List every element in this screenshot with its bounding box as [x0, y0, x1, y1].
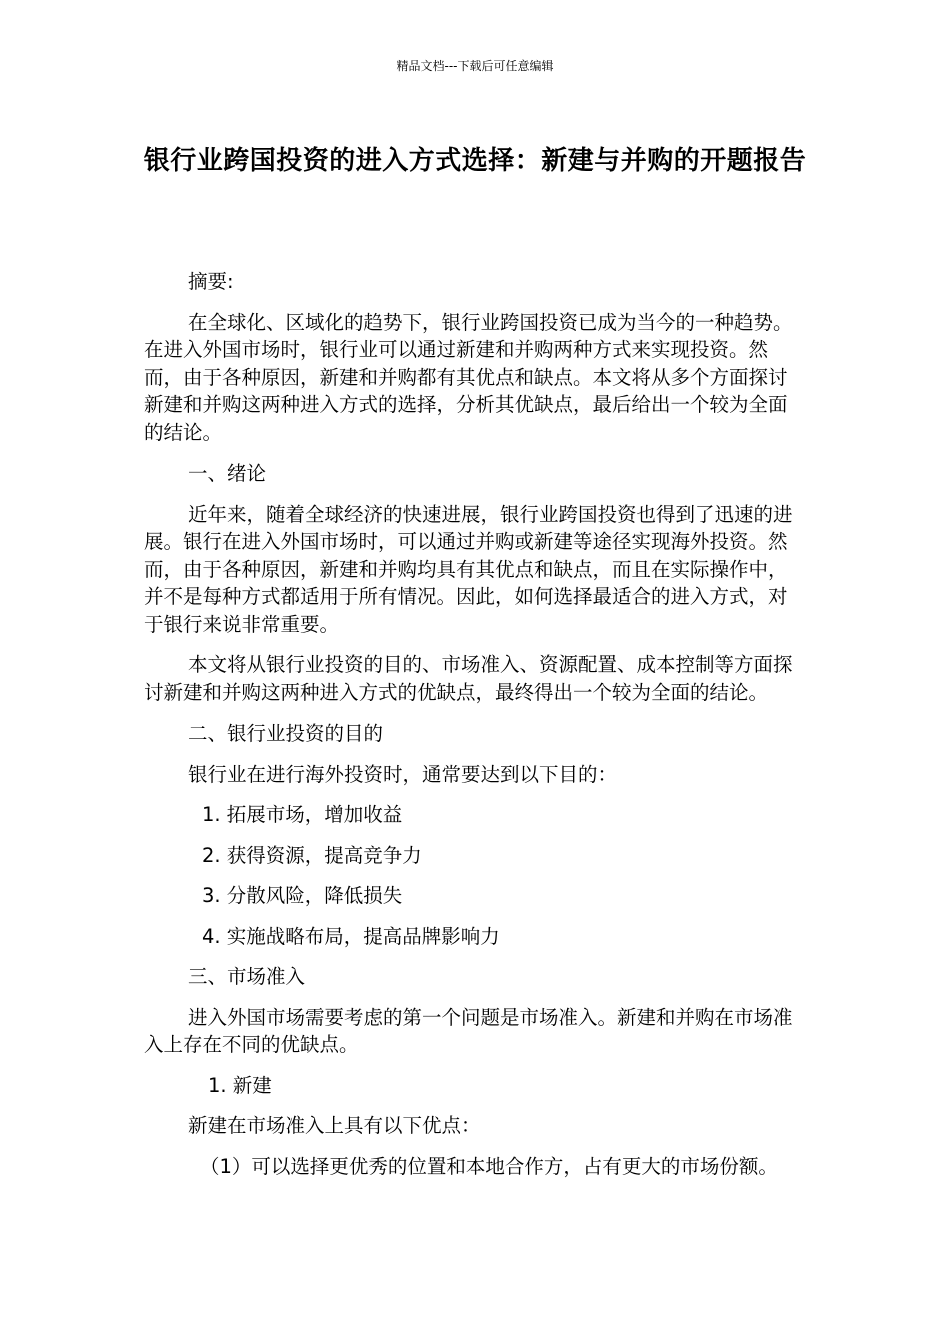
document-title: 银行业跨国投资的进入方式选择：新建与并购的开题报告 [143, 146, 807, 176]
list-item: 3. 分散风险，降低损失 [202, 884, 403, 907]
section-heading-introduction: 一、绪论 [188, 462, 267, 485]
list-item: 1. 拓展市场，增加收益 [202, 803, 403, 826]
page-header: 精品文档---下载后可任意编辑 [396, 59, 554, 73]
abstract-label: 摘要: [188, 270, 234, 293]
abstract-paragraph: 在全球化、区域化的趋势下，银行业跨国投资已成为当今的一种趋势。在进入外国市场时，银行业可以通过新建和并购两种方式来实现投资。然而，由于各种原因，新建和并购都有其优点和缺点。本文将从多个方面探讨新建和并购这两种进入方式的选择，分析其优缺点，最后给出一个较为全面的结论。 [144, 310, 793, 444]
section-heading-investment-purpose: 二、银行业投资的目的 [188, 722, 384, 745]
new-build-advantage-item: （1）可以选择更优秀的位置和本地合作方，占有更大的市场份额。 [200, 1154, 778, 1178]
new-build-intro: 新建在市场准入上具有以下优点： [188, 1114, 481, 1137]
investment-purpose-intro: 银行业在进行海外投资时，通常要达到以下目的： [188, 762, 618, 786]
sub-heading-new-build: 1. 新建 [208, 1073, 272, 1097]
market-access-intro: 进入外国市场需要考虑的第一个问题是市场准入。新建和并购在市场准入上存在不同的优缺点。 [144, 1005, 793, 1056]
introduction-paragraph-1: 近年来，随着全球经济的快速进展，银行业跨国投资也得到了迅速的进展。银行在进入外国市场时，可以通过并购或新建等途径实现海外投资。然而，由于各种原因，新建和并购均具有其优点和缺点，而且在实际操作中，并不是每种方式都适用于所有情况。因此，如何选择最适合的进入方式，对于银行来说非常重要。 [144, 502, 793, 636]
section-heading-market-access: 三、市场准入 [188, 965, 306, 988]
list-item: 2. 获得资源，提高竞争力 [202, 843, 422, 867]
document-body [144, 268, 796, 1180]
introduction-paragraph-2: 本文将从银行业投资的目的、市场准入、资源配置、成本控制等方面探讨新建和并购这两种进入方式的优缺点，最终得出一个较为全面的结论。 [144, 653, 793, 704]
list-item: 4. 实施战略布局，提高品牌影响力 [202, 924, 500, 948]
